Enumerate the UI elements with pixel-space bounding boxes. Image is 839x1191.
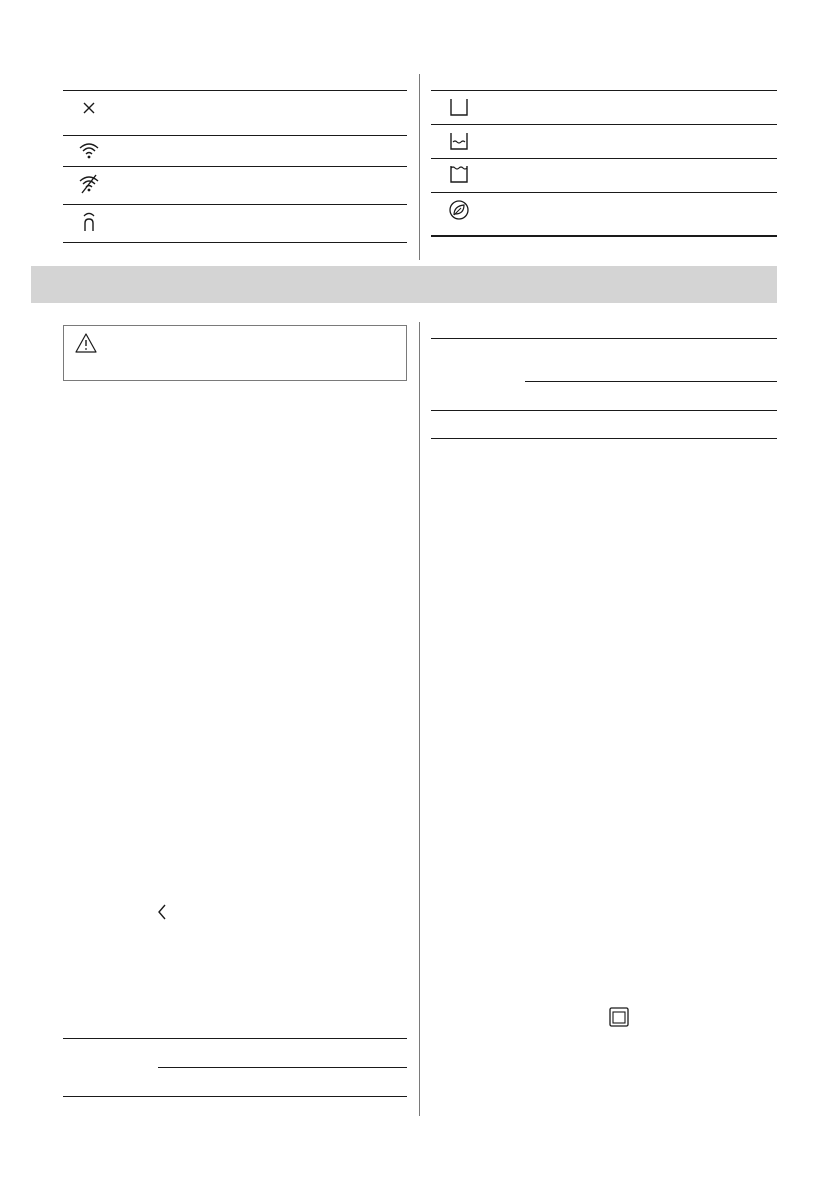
table-rule [63,135,407,136]
table-rule [63,90,407,91]
column-divider [419,74,420,260]
table-rule [525,381,777,382]
table-rule [63,242,407,243]
table-rule [431,192,777,193]
table-rule [63,166,407,167]
table-rule [431,438,777,439]
table-rule [431,158,777,159]
warning-triangle-icon [75,332,97,354]
table-rule [431,410,777,411]
column-divider [419,322,420,1116]
table-rule [431,90,777,91]
section-heading-bar [31,266,777,303]
oven-icon [608,1006,630,1028]
table-rule [63,1038,407,1039]
table-rule [63,1096,407,1097]
remote-icon [78,210,100,232]
table-rule [431,124,777,125]
table-rule [431,338,777,339]
chevron-left-icon [151,901,173,923]
table-rule [63,204,407,205]
eco-leaf-icon [448,199,470,221]
warning-box [63,325,407,381]
full-tank-icon [448,163,470,185]
water-tray-icon [448,130,470,152]
close-icon [78,97,100,119]
wifi-off-icon [78,173,100,195]
table-rule [158,1067,407,1068]
wifi-icon [78,140,100,162]
empty-tray-icon [448,96,470,118]
table-rule [431,235,777,237]
